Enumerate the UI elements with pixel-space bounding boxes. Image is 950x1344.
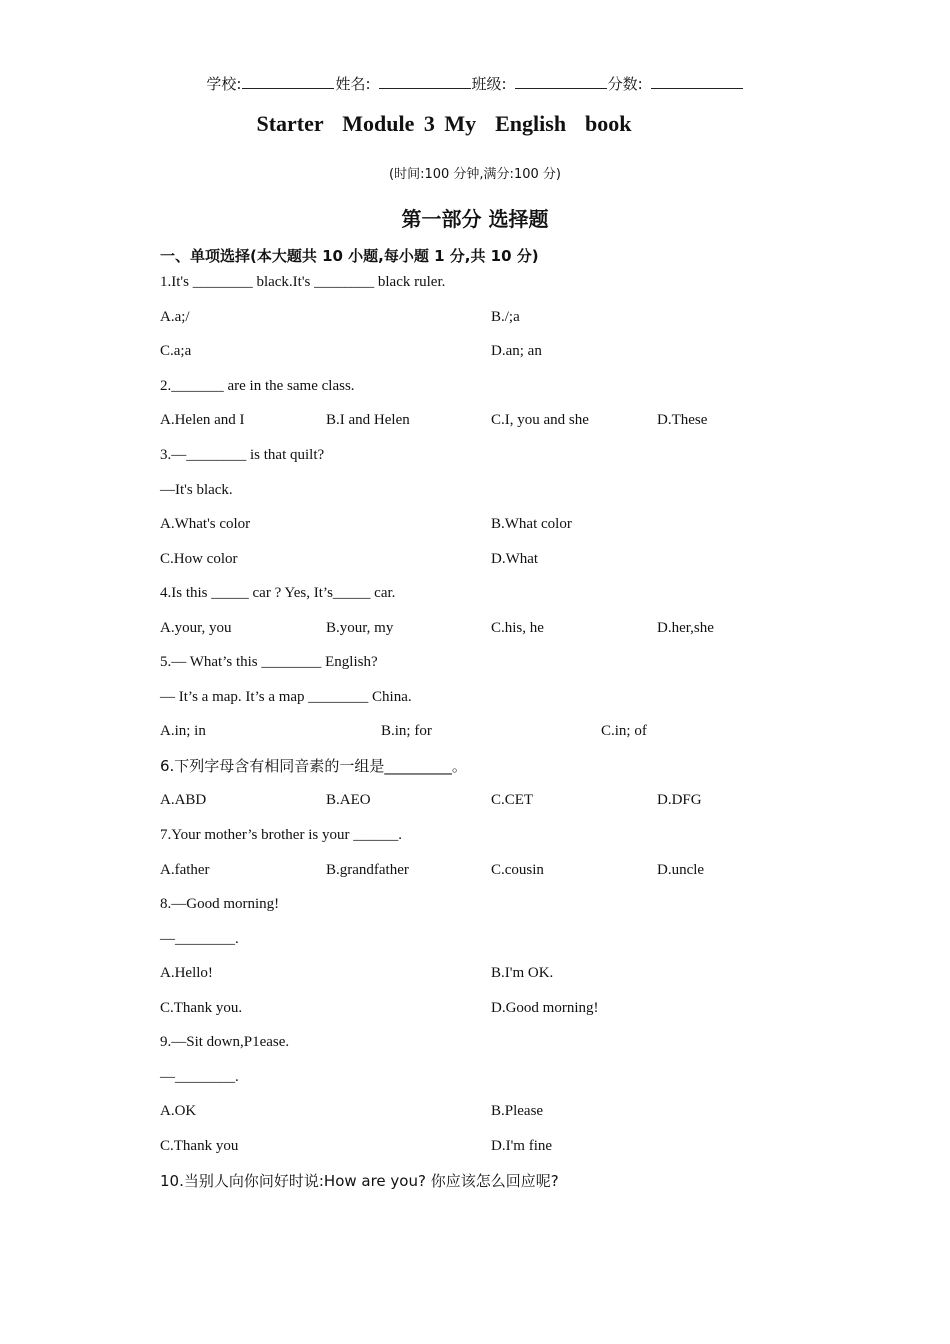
option-a: A.Helen and I bbox=[160, 412, 245, 428]
option-d: D.an; an bbox=[491, 343, 542, 359]
option-d: D.What bbox=[491, 551, 539, 567]
option-b: B.your, my bbox=[326, 620, 394, 636]
option-b: B.What color bbox=[491, 516, 572, 532]
question-stem: 1.It's ________ black.It's ________ black ruler. bbox=[160, 274, 446, 290]
question-stem: 6.下列字母含有相同音素的一组是_________。 bbox=[160, 757, 467, 775]
option-c: C.a;a bbox=[160, 343, 192, 359]
option-c: C.in; of bbox=[601, 723, 647, 739]
section-title: 一、单项选择(本大题共 10 小题,每小题 1 分,共 10 分) bbox=[160, 247, 539, 265]
option-a: A.Hello! bbox=[160, 965, 213, 981]
class-blank bbox=[515, 74, 607, 89]
option-d: D.These bbox=[657, 412, 708, 428]
option-b: B.AEO bbox=[326, 792, 371, 808]
option-c: C.I, you and she bbox=[491, 412, 589, 428]
option-c: C.cousin bbox=[491, 862, 544, 878]
page-title: Starter Module 3 My English book bbox=[256, 111, 632, 136]
option-c: C.his, he bbox=[491, 620, 544, 636]
question-dialog-line: —________. bbox=[160, 1069, 239, 1085]
question-stem: 4.Is this _____ car ? Yes, It’s_____ car. bbox=[160, 585, 396, 601]
option-b: B.I and Helen bbox=[326, 412, 410, 428]
question-stem: 9.—Sit down,P1ease. bbox=[160, 1034, 290, 1050]
option-a: A.father bbox=[160, 862, 210, 878]
question-stem: 3.—________ is that quilt? bbox=[160, 447, 325, 463]
class-label: 班级: bbox=[471, 75, 507, 93]
question-dialog-line: — It’s a map. It’s a map ________ China. bbox=[160, 689, 412, 705]
question-stem: 5.— What’s this ________ English? bbox=[160, 654, 378, 670]
option-b: B.I'm OK. bbox=[491, 965, 554, 981]
option-a: A.a;/ bbox=[160, 309, 190, 325]
option-d: D.her,she bbox=[657, 620, 714, 636]
option-a: A.What's color bbox=[160, 516, 251, 532]
option-a: A.OK bbox=[160, 1103, 197, 1119]
option-c: C.Thank you bbox=[160, 1138, 239, 1154]
option-d: D.DFG bbox=[657, 792, 702, 808]
option-c: C.CET bbox=[491, 792, 534, 808]
time-note: (时间:100 分钟,满分:100 分) bbox=[389, 167, 561, 182]
option-a: A.in; in bbox=[160, 723, 206, 739]
option-c: C.How color bbox=[160, 551, 238, 567]
name-label: 姓名: bbox=[335, 75, 371, 93]
school-blank bbox=[242, 74, 334, 89]
option-b: B.grandfather bbox=[326, 862, 409, 878]
school-label: 学校: bbox=[206, 75, 242, 93]
question-stem: 2._______ are in the same class. bbox=[160, 378, 355, 394]
score-label: 分数: bbox=[607, 75, 643, 93]
question-dialog-line: —________. bbox=[160, 931, 239, 947]
question-dialog-line: —It's black. bbox=[160, 482, 233, 498]
name-blank bbox=[379, 74, 471, 89]
option-b: B.in; for bbox=[381, 723, 432, 739]
question-stem: 7.Your mother’s brother is your ______. bbox=[160, 827, 402, 843]
option-a: A.your, you bbox=[160, 620, 232, 636]
part-title: 第一部分 选择题 bbox=[401, 207, 549, 231]
question-stem: 8.—Good morning! bbox=[160, 896, 280, 912]
option-b: B./;a bbox=[491, 309, 520, 325]
option-b: B.Please bbox=[491, 1103, 544, 1119]
question-stem: 10.当别人向你问好时说:How are you? 你应该怎么回应呢? bbox=[160, 1172, 559, 1190]
score-blank bbox=[651, 74, 743, 89]
option-d: D.uncle bbox=[657, 862, 705, 878]
student-info-header bbox=[0, 74, 950, 94]
option-c: C.Thank you. bbox=[160, 1000, 243, 1016]
option-d: D.I'm fine bbox=[491, 1138, 553, 1154]
option-d: D.Good morning! bbox=[491, 1000, 599, 1016]
option-a: A.ABD bbox=[160, 792, 207, 808]
